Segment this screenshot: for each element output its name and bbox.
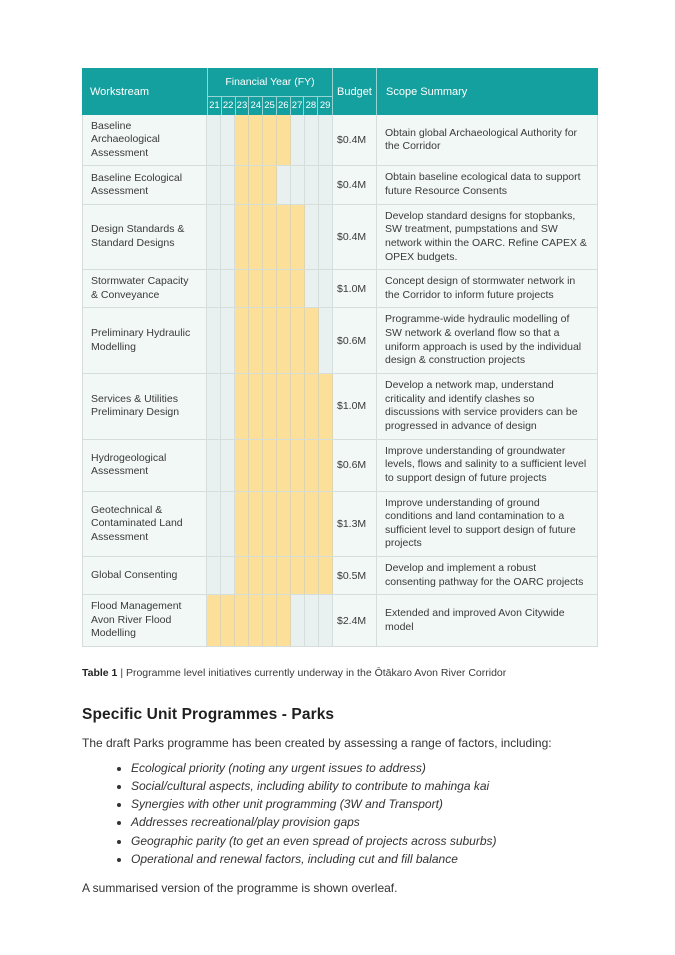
gantt-bar-cell: [277, 440, 291, 491]
gantt-empty-cell: [221, 270, 235, 307]
gantt-bar-cell: [263, 205, 277, 270]
gantt-empty-cell: [305, 595, 319, 645]
budget-cell: $1.0M: [333, 270, 377, 307]
scope-cell: Obtain global Archaeological Authority for the Corridor: [385, 126, 578, 153]
gantt-bar-cell: [263, 440, 277, 491]
table-row: [83, 115, 597, 166]
gantt-bar-cell: [235, 440, 249, 491]
fy-years-row: [208, 97, 332, 115]
gantt-empty-cell: [291, 115, 305, 165]
gantt-empty-cell: [221, 557, 235, 594]
list-item: • Operational and renewal factors, including cut and fill balance: [131, 850, 598, 868]
gantt-empty-cell: [207, 270, 221, 307]
gantt-cells: [207, 595, 333, 645]
gantt-cells: [207, 440, 333, 491]
gantt-bar-cell: [249, 205, 263, 270]
gantt-cells: [207, 270, 333, 307]
gantt-bar-cell: [277, 595, 291, 645]
table-row: [83, 205, 597, 271]
gantt-bar-cell: [291, 492, 305, 557]
gantt-empty-cell: [207, 492, 221, 557]
gantt-empty-cell: [221, 115, 235, 165]
gantt-bar-cell: [277, 205, 291, 270]
gantt-empty-cell: [305, 270, 319, 307]
gantt-empty-cell: [305, 115, 319, 165]
gantt-bar-cell: [291, 440, 305, 491]
gantt-cells: [207, 557, 333, 594]
gantt-bar-cell: [319, 557, 333, 594]
gantt-bar-cell: [235, 374, 249, 439]
gantt-empty-cell: [207, 557, 221, 594]
gantt-bar-cell: [263, 308, 277, 373]
gantt-empty-cell: [291, 166, 305, 203]
gantt-empty-cell: [319, 166, 333, 203]
table-row: [83, 166, 597, 204]
gantt-bar-cell: [235, 595, 249, 645]
gantt-bar-cell: [249, 440, 263, 491]
fy-year-label: 23: [236, 97, 250, 115]
gantt-bar-cell: [249, 557, 263, 594]
gantt-empty-cell: [221, 166, 235, 203]
gantt-empty-cell: [207, 440, 221, 491]
table-row: [83, 595, 597, 645]
fy-year-label: 24: [249, 97, 263, 115]
budget-cell: $0.6M: [333, 440, 377, 491]
gantt-bar-cell: [235, 308, 249, 373]
gantt-empty-cell: [305, 166, 319, 203]
gantt-empty-cell: [221, 205, 235, 270]
budget-cell: $0.5M: [333, 557, 377, 594]
gantt-cells: [207, 205, 333, 270]
gantt-cells: [207, 166, 333, 203]
gantt-bar-cell: [235, 557, 249, 594]
gantt-empty-cell: [207, 205, 221, 270]
gantt-bar-cell: [277, 115, 291, 165]
gantt-bar-cell: [249, 115, 263, 165]
gantt-bar-cell: [249, 308, 263, 373]
gantt-empty-cell: [221, 308, 235, 373]
workstream-cell: Services & Utilities Preliminary Design: [83, 374, 207, 439]
budget-cell: $0.6M: [333, 308, 377, 373]
gantt-bar-cell: [277, 557, 291, 594]
outro-paragraph: A summarised version of the programme is shown overleaf.: [82, 881, 398, 896]
workstream-cell: Geotechnical & Contaminated Land Assessment: [83, 492, 207, 557]
scope-cell: Improve understanding of groundwater levels, flows and salinity to a sufficient level to support design of future projects: [385, 444, 587, 484]
scope-cell: Develop a network map, understand criticality and identify clashes so discussions with service providers can be progressed in advance of design: [385, 379, 578, 432]
header-workstream: Workstream: [90, 85, 150, 98]
gantt-bar-cell: [249, 595, 263, 645]
gantt-bar-cell: [263, 557, 277, 594]
budget-cell: $0.4M: [333, 205, 377, 270]
gantt-bar-cell: [277, 308, 291, 373]
gantt-bar-cell: [291, 308, 305, 373]
gantt-bar-cell: [305, 557, 319, 594]
financial-year-title: Financial Year (FY): [208, 68, 332, 97]
programme-table: [82, 68, 598, 647]
gantt-bar-cell: [263, 115, 277, 165]
scope-cell: Obtain baseline ecological data to support future Resource Consents: [385, 171, 581, 197]
workstream-cell: Preliminary Hydraulic Modelling: [83, 308, 207, 373]
gantt-bar-cell: [291, 205, 305, 270]
workstream-cell: Baseline Archaeological Assessment: [83, 115, 207, 165]
page-content: [82, 68, 598, 895]
gantt-bar-cell: [263, 166, 277, 203]
workstream-cell: Stormwater Capacity & Conveyance: [83, 270, 207, 307]
workstream-cell: Design Standards & Standard Designs: [83, 205, 207, 270]
header-budget: Budget: [333, 68, 377, 115]
budget-cell: $1.3M: [333, 492, 377, 557]
gantt-bar-cell: [305, 308, 319, 373]
gantt-empty-cell: [319, 205, 333, 270]
fy-year-label: 25: [263, 97, 277, 115]
table-header: [82, 68, 598, 115]
gantt-bar-cell: [319, 492, 333, 557]
fy-year-label: 27: [291, 97, 305, 115]
workstream-cell: Flood Management Avon River Flood Modelling: [83, 595, 207, 645]
gantt-empty-cell: [221, 492, 235, 557]
table-caption-separator: |: [117, 666, 126, 679]
gantt-empty-cell: [221, 374, 235, 439]
gantt-bar-cell: [249, 492, 263, 557]
gantt-bar-cell: [263, 270, 277, 307]
fy-year-label: 22: [222, 97, 236, 115]
scope-cell: Develop and implement a robust consenting pathway for the OARC projects: [385, 562, 584, 588]
list-item: • Synergies with other unit programming (3W and Transport): [131, 795, 598, 813]
gantt-bar-cell: [277, 270, 291, 307]
gantt-bar-cell: [207, 595, 221, 645]
gantt-bar-cell: [235, 115, 249, 165]
table-row: [83, 374, 597, 440]
fy-year-label: 29: [319, 100, 331, 111]
table-row: [83, 440, 597, 492]
gantt-bar-cell: [235, 205, 249, 270]
gantt-empty-cell: [207, 374, 221, 439]
workstream-cell: Global Consenting: [83, 557, 207, 594]
gantt-empty-cell: [305, 205, 319, 270]
table-caption-label: Table 1: [82, 666, 118, 679]
gantt-cells: [207, 115, 333, 165]
gantt-bar-cell: [221, 595, 235, 645]
gantt-empty-cell: [207, 308, 221, 373]
factor-bullet-list: [82, 759, 598, 868]
gantt-bar-cell: [249, 166, 263, 203]
gantt-cells: [207, 492, 333, 557]
scope-cell: Programme-wide hydraulic modelling of SW network & overland flow so that a uniform approach is used by the individual design & construction projects: [385, 313, 582, 367]
list-item: • Addresses recreational/play provision gaps: [131, 813, 598, 831]
section-heading: Specific Unit Programmes - Parks: [82, 705, 335, 723]
gantt-empty-cell: [221, 440, 235, 491]
gantt-bar-cell: [291, 270, 305, 307]
table-row: [83, 270, 597, 308]
gantt-bar-cell: [277, 374, 291, 439]
fy-year-label: 21: [208, 97, 222, 115]
gantt-empty-cell: [277, 166, 291, 203]
table-caption: [82, 667, 598, 679]
gantt-bar-cell: [291, 374, 305, 439]
gantt-empty-cell: [291, 595, 305, 645]
gantt-bar-cell: [319, 374, 333, 439]
gantt-bar-cell: [235, 270, 249, 307]
header-financial-year: [207, 68, 333, 115]
scope-cell: Improve understanding of ground conditions and land contamination to a sufficient level to support design of future projects: [385, 496, 576, 550]
budget-cell: $1.0M: [333, 374, 377, 439]
gantt-empty-cell: [207, 115, 221, 165]
gantt-bar-cell: [235, 492, 249, 557]
gantt-bar-cell: [305, 374, 319, 439]
gantt-empty-cell: [319, 308, 333, 373]
scope-cell: Concept design of stormwater network in the Corridor to inform future projects: [385, 275, 576, 301]
workstream-cell: Baseline Ecological Assessment: [83, 166, 207, 203]
list-item: • Social/cultural aspects, including ability to contribute to mahinga kai: [131, 777, 598, 795]
workstream-cell: Hydrogeological Assessment: [83, 440, 207, 491]
list-item: • Geographic parity (to get an even spread of projects across suburbs): [131, 832, 598, 850]
gantt-bar-cell: [305, 492, 319, 557]
list-item: • Ecological priority (noting any urgent issues to address): [131, 759, 598, 777]
budget-cell: $0.4M: [333, 115, 377, 165]
gantt-empty-cell: [319, 115, 333, 165]
scope-cell: Extended and improved Avon Citywide model: [385, 606, 565, 633]
intro-paragraph: The draft Parks programme has been created by assessing a range of factors, including:: [82, 735, 552, 750]
fy-year-label: 26: [277, 97, 291, 115]
gantt-bar-cell: [263, 492, 277, 557]
scope-cell: Develop standard designs for stopbanks, SW treatment, pumpstations and SW network within the OARC. Refine CAPEX & OPEX budgets.: [385, 209, 587, 263]
gantt-bar-cell: [319, 440, 333, 491]
gantt-cells: [207, 374, 333, 439]
gantt-cells: [207, 308, 333, 373]
fy-year-label: 28: [304, 97, 318, 115]
header-scope-summary: Scope Summary: [386, 85, 468, 98]
gantt-bar-cell: [263, 374, 277, 439]
table-row: [83, 492, 597, 558]
gantt-empty-cell: [207, 166, 221, 203]
table-body: [82, 115, 598, 647]
gantt-bar-cell: [249, 374, 263, 439]
table-caption-text: Programme level initiatives currently underway in the Ōtākaro Avon River Corridor: [125, 666, 507, 679]
table-row: [83, 557, 597, 595]
gantt-bar-cell: [291, 557, 305, 594]
budget-cell: $0.4M: [333, 166, 377, 203]
table-row: [83, 308, 597, 374]
gantt-empty-cell: [319, 270, 333, 307]
gantt-bar-cell: [277, 492, 291, 557]
gantt-empty-cell: [319, 595, 333, 645]
gantt-bar-cell: [249, 270, 263, 307]
gantt-bar-cell: [263, 595, 277, 645]
gantt-bar-cell: [235, 166, 249, 203]
budget-cell: $2.4M: [333, 595, 377, 645]
gantt-bar-cell: [305, 440, 319, 491]
